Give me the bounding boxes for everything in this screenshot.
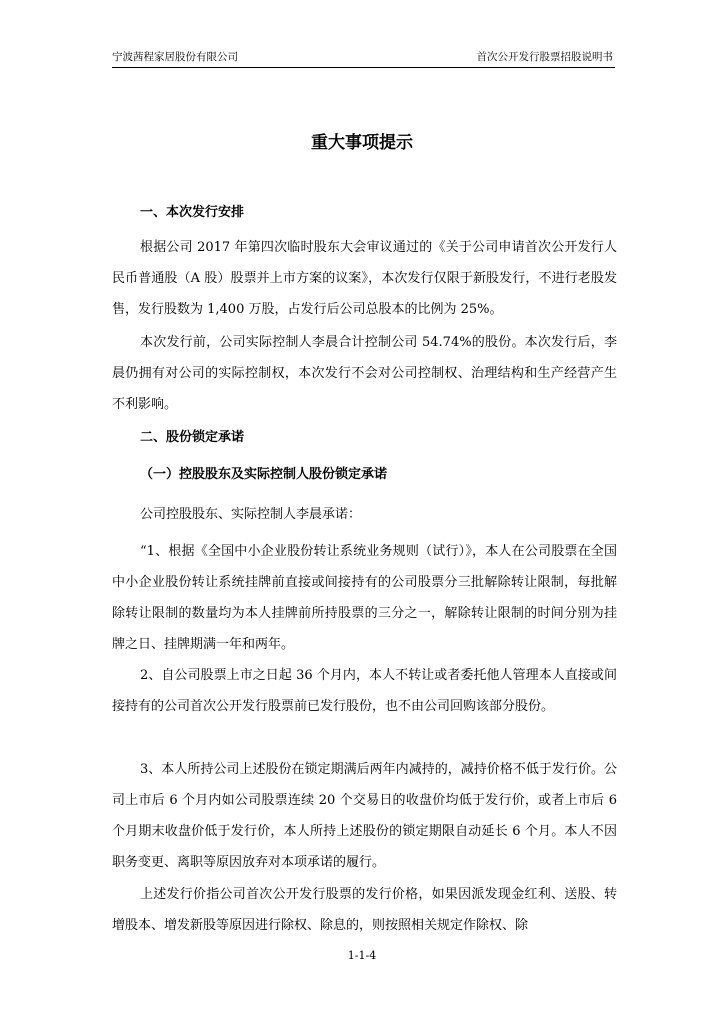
- paragraph-commitment-3: 3、本人所持公司上述股份在锁定期满后两年内减持的，减持价格不低于发行价。公司上市后 6 个月内如公司股票连续 20 个交易日的收盘价均低于发行价，或者上市后 6 个月期末收盘价低于发行价，本人所持上述股份的锁定期限自动延长 6 个月。本人不因职务变更、离职等原因放弃对本项承诺的履行。: [112, 762, 617, 870]
- paragraph-issue-price-note: 上述发行价指公司首次公开发行股票的发行价格，如果因派发现金红利、送股、转增股本、增发新股等原因进行除权、除息的，则按照相关规定作除权、除: [112, 887, 617, 933]
- paragraph-commitment-intro: 公司控股股东、实际控制人李晨承诺：: [140, 507, 362, 522]
- section-heading-issuance: 一、本次发行安排: [140, 205, 245, 220]
- page-number: 1-1-4: [347, 949, 377, 962]
- paragraph-controller-shareholding: 本次发行前，公司实际控制人李晨合计控制公司 54.74%的股份。本次发行后，李晨仍拥有对公司的实际控制权，本次发行不会对公司控制权、治理结构和生产经营产生不利影响。: [112, 335, 617, 412]
- paragraph-issuance-plan: 根据公司 2017 年第四次临时股东大会审议通过的《关于公司申请首次公开发行人民币普通股（A 股）股票并上市方案的议案》，本次发行仅限于新股发行，不进行老股发售，发行股数为 1,400 万股，占发行后公司总股本的比例为 25%。: [112, 240, 617, 317]
- header-document-title: 首次公开发行股票招股说明书: [476, 51, 613, 63]
- header-company-name: 宁波茜程家居股份有限公司: [112, 51, 238, 63]
- subsection-heading-controller-lockup: （一）控股股东及实际控制人股份锁定承诺: [140, 467, 388, 482]
- page-title: 重大事项提示: [311, 133, 413, 153]
- paragraph-commitment-1: “1、根据《全国中小企业股份转让系统业务规则（试行）》，本人在公司股票在全国中小企业股份转让系统挂牌前直接或间接持有的公司股票分三批解除转让限制，每批解除转让限制的数量均为本人挂牌前所持股票的三分之一，解除转让限制的时间分别为挂牌之日、挂牌期满一年和两年。: [112, 544, 617, 652]
- paragraph-commitment-2: 2、自公司股票上市之日起 36 个月内，本人不转让或者委托他人管理本人直接或间接持有的公司首次公开发行股票前已发行股份，也不由公司回购该部分股份。: [112, 668, 617, 714]
- page-header: [112, 49, 615, 68]
- section-heading-lockup: 二、股份锁定承诺: [140, 430, 245, 445]
